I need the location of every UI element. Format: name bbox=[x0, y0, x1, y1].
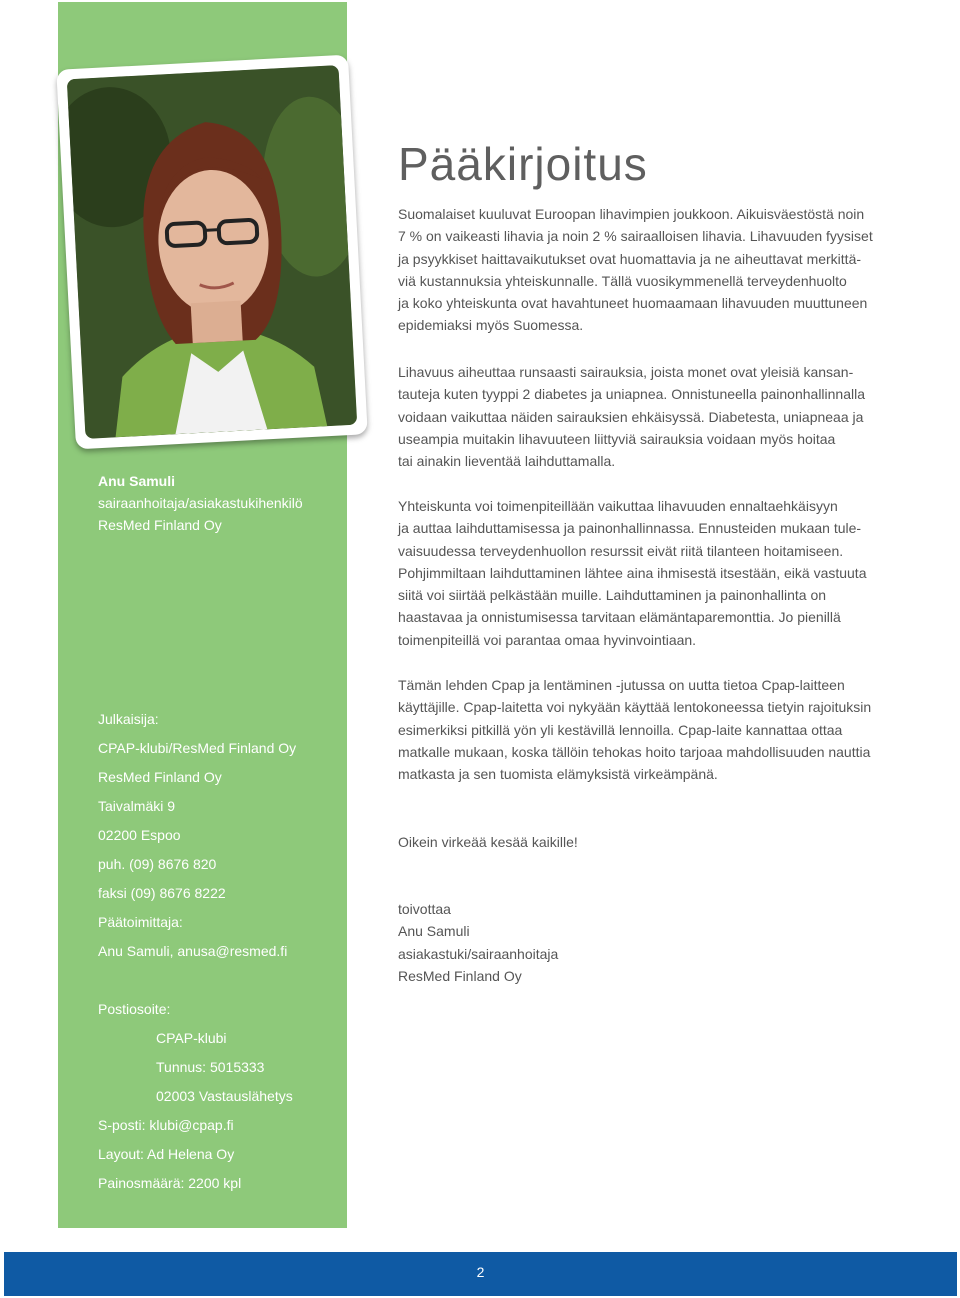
text-line: asiakastuki/sairaanhoitaja bbox=[398, 945, 559, 962]
paragraph-5 bbox=[398, 831, 888, 853]
author-photo bbox=[56, 55, 367, 450]
layout-credit: Layout: Ad Helena Oy bbox=[98, 1146, 235, 1162]
text-line: vaisuudessa terveydenhuollon resurssit eivät riitä tilanteen hoitamiseen. bbox=[398, 542, 844, 559]
paragraph-4 bbox=[398, 674, 888, 785]
text-line: Anu Samuli bbox=[398, 923, 470, 940]
text-line: 7 % on vaikeasti lihavia ja noin 2 % sairaalloisen lihavia. Lihavuuden fyysiset bbox=[398, 228, 873, 245]
text-line: ja auttaa laihduttamisessa ja painonhallinnassa. Ennusteiden mukaan tule- bbox=[398, 520, 862, 537]
text-line: tauteja kuten tyyppi 2 diabetes ja uniapnea. Onnistuneella painonhallinnalla bbox=[398, 386, 866, 403]
text-line: Lihavuus aiheuttaa runsaasti sairauksia, joista monet ovat yleisiä kansan- bbox=[398, 364, 854, 380]
text-line: Pohjimmiltaan laihduttaminen lähtee aina ihmisestä itsestään, eikä vastuuta bbox=[398, 564, 867, 581]
text-line: matkasta ja sen tuomista elämyksistä virkeämpänä. bbox=[398, 766, 718, 783]
text-line: matkalle mukaan, koska tällöin tehokas hoito tarjoaa mahdollisuuden nauttia bbox=[398, 743, 871, 760]
paragraph-2 bbox=[398, 361, 888, 472]
text-line: esimerkiksi pitkillä yön yli kestävillä lennoilla. Cpap-laite kannattaa ottaa bbox=[398, 721, 843, 738]
text-line: siitä voi siirtää pelkästään muille. Laihduttaminen ja painonhallinta on bbox=[398, 587, 827, 604]
postal-email: S-posti: klubi@cpap.fi bbox=[98, 1117, 234, 1133]
postal-info bbox=[98, 998, 293, 1201]
text-line: ja koko yhteiskunta ovat havahtuneet huomaamaan lihavuuden muuttuneen bbox=[398, 295, 868, 312]
publisher-line: Anu Samuli, anusa@resmed.fi bbox=[98, 943, 288, 959]
text-line: toimenpiteillä voi parantaa omaa hyvinvointiaan. bbox=[398, 631, 697, 648]
author-caption bbox=[98, 470, 303, 536]
signature-block bbox=[398, 898, 888, 987]
paragraph-1 bbox=[398, 203, 888, 337]
text-line: Oikein virkeää kesää kaikille! bbox=[398, 834, 578, 850]
text-line: käyttäjille. Cpap-laitetta voi nykyään käyttää lentokoneessa tietyin rajoituksin bbox=[398, 699, 872, 716]
postal-label: Postiosoite: bbox=[98, 1001, 171, 1017]
publisher-line: faksi (09) 8676 8222 bbox=[98, 885, 226, 901]
postal-line: 02003 Vastauslähetys bbox=[156, 1088, 293, 1104]
postal-line: CPAP-klubi bbox=[156, 1030, 227, 1046]
paragraph-3 bbox=[398, 495, 888, 651]
text-line: useampia muitakin lihavuuteen liittyviä sairauksia voidaan myös hoitaa bbox=[398, 430, 836, 447]
text-line: viä kustannuksia yhteiskunnalle. Tällä vuosikymmenellä terveydenhuolto bbox=[398, 272, 847, 289]
publisher-line: CPAP-klubi/ResMed Finland Oy bbox=[98, 740, 297, 756]
text-line: Suomalaiset kuuluvat Euroopan lihavimpien joukkoon. Aikuisväestöstä noin bbox=[398, 206, 865, 222]
text-line: ResMed Finland Oy bbox=[398, 967, 522, 984]
publisher-line: Päätoimittaja: bbox=[98, 914, 183, 930]
postal-line: Tunnus: 5015333 bbox=[156, 1059, 265, 1075]
page-title: Pääkirjoitus bbox=[398, 137, 648, 190]
text-line: voidaan vaikuttaa näiden sairauksien ehkäisyssä. Diabetesta, uniapneaa ja bbox=[398, 408, 864, 425]
text-line: tai ainakin lieventää laihduttamalla. bbox=[398, 453, 616, 470]
author-role: sairaanhoitaja/asiakastukihenkilö bbox=[98, 495, 303, 511]
print-run: Painosmäärä: 2200 kpl bbox=[98, 1175, 242, 1191]
text-line: Tämän lehden Cpap ja lentäminen -jutussa on uutta tietoa Cpap-laitteen bbox=[398, 677, 845, 693]
publisher-info bbox=[98, 708, 296, 969]
publisher-line: Taivalmäki 9 bbox=[98, 798, 176, 814]
author-name: Anu Samuli bbox=[98, 473, 176, 489]
footer-bar bbox=[4, 1252, 957, 1296]
portrait-image bbox=[67, 65, 357, 439]
publisher-line: 02200 Espoo bbox=[98, 827, 181, 843]
page-number: 2 bbox=[476, 1264, 485, 1280]
text-line: epidemiaksi myös Suomessa. bbox=[398, 317, 584, 334]
author-company: ResMed Finland Oy bbox=[98, 517, 222, 533]
publisher-line: puh. (09) 8676 820 bbox=[98, 856, 217, 872]
publisher-line: ResMed Finland Oy bbox=[98, 769, 222, 785]
text-line: ja psyykkiset haittavaikutukset ovat huomattavia ja ne aiheuttavat merkittä- bbox=[398, 250, 862, 267]
text-line: toivottaa bbox=[398, 901, 451, 917]
text-line: Yhteiskunta voi toimenpiteillään vaikuttaa lihavuuden ennaltaehkäisyyn bbox=[398, 498, 838, 514]
text-line: haastavaa ja onnistumisessa tarvitaan elämäntaparemonttia. Jo pienillä bbox=[398, 609, 841, 626]
publisher-line: Julkaisija: bbox=[98, 711, 159, 727]
